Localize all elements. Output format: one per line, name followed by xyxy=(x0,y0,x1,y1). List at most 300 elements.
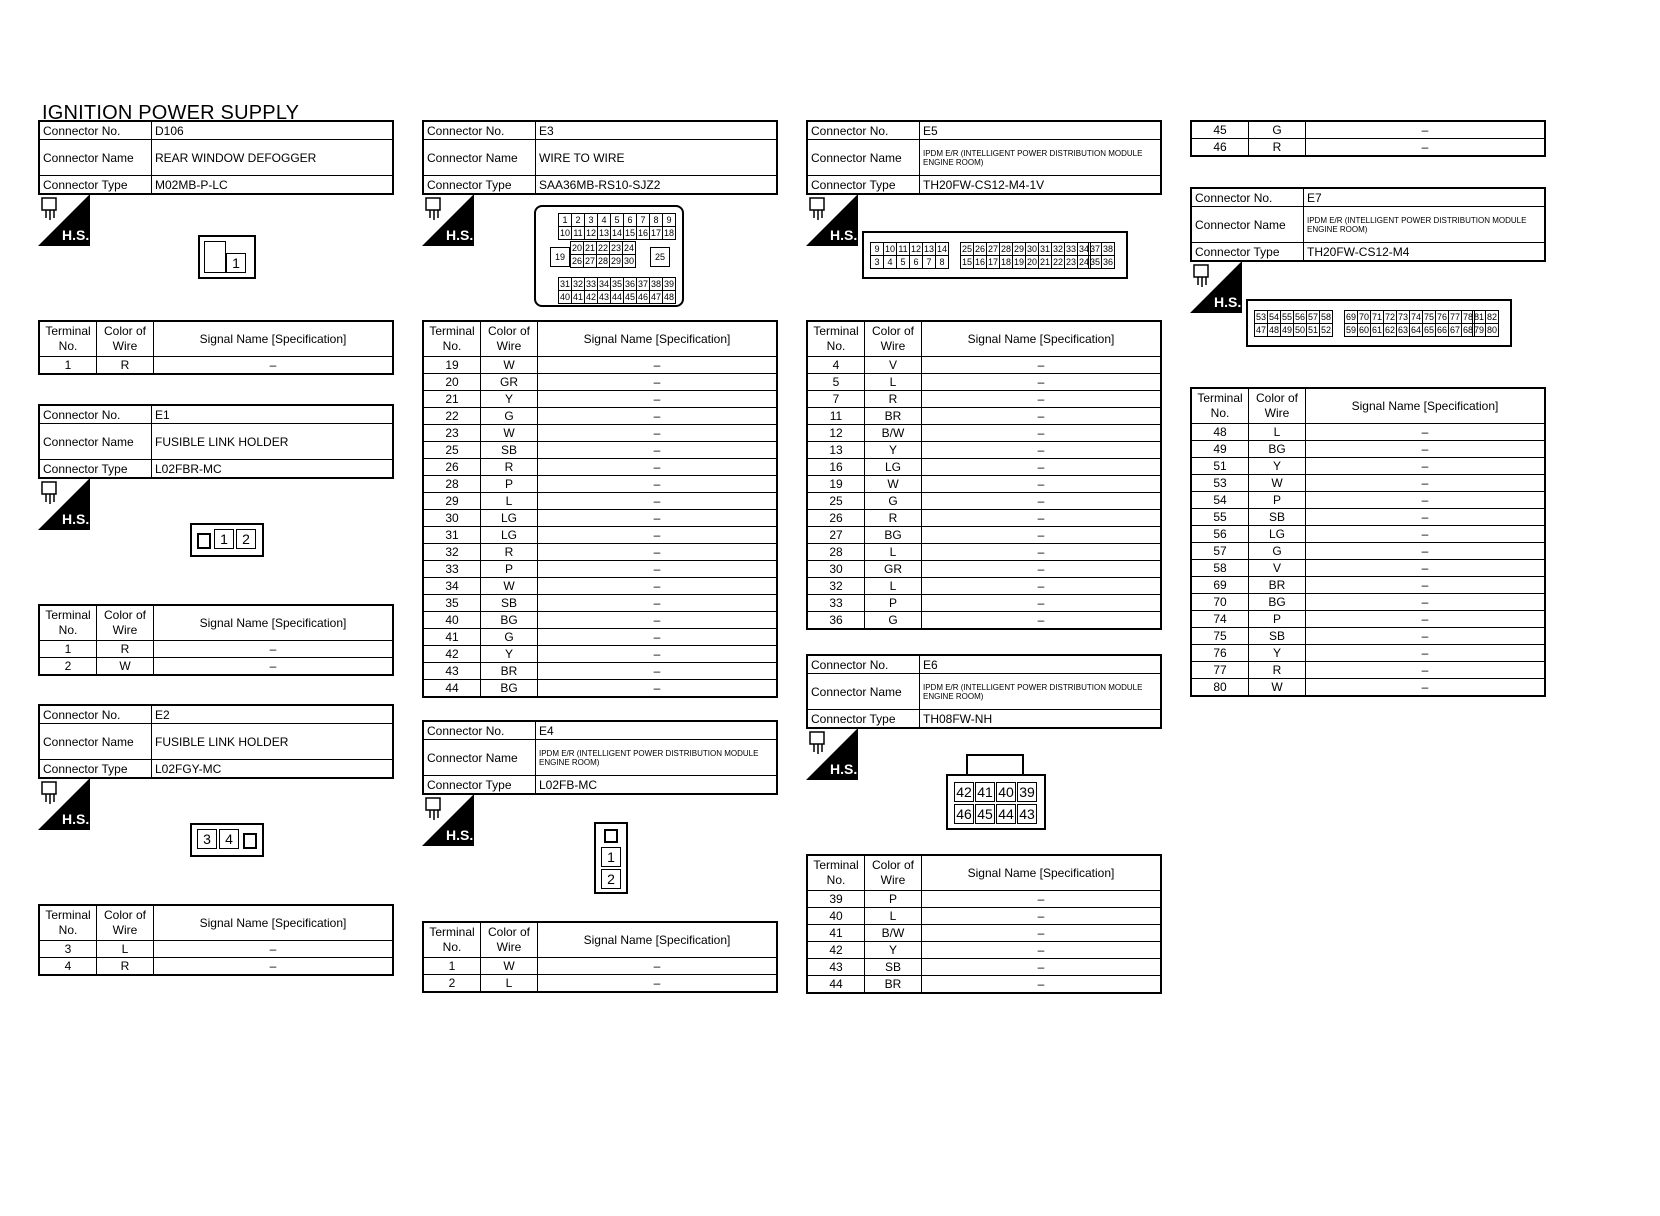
face-pin: 82 xyxy=(1486,311,1497,322)
terminal-no-cell: 40 xyxy=(423,612,481,629)
wire-color-cell: SB xyxy=(1249,628,1306,645)
wire-color-cell: P xyxy=(1249,611,1306,628)
face-pin: 39 xyxy=(1017,782,1037,802)
pin-row xyxy=(423,357,777,374)
pin-rows xyxy=(39,941,393,976)
pin-row xyxy=(1191,560,1545,577)
signal-name-cell: – xyxy=(1306,577,1546,594)
wire-color-cell: L xyxy=(865,374,922,391)
terminal-no-cell: 12 xyxy=(807,425,865,442)
face-pin: 68 xyxy=(1462,324,1473,335)
pin-row xyxy=(807,976,1161,994)
signal-name-cell: – xyxy=(1306,492,1546,509)
terminal-no-cell: 28 xyxy=(423,476,481,493)
face-pin: 22 xyxy=(597,242,608,253)
terminal-no-cell: 35 xyxy=(423,595,481,612)
terminal-no-cell: 16 xyxy=(807,459,865,476)
pin-row xyxy=(39,357,393,375)
pin-table-e6-continued xyxy=(1190,120,1546,157)
signal-header: Signal Name [Specification] xyxy=(154,605,394,641)
connector-type-label: Connector Type xyxy=(39,460,152,479)
terminal-no-header: Terminal No. xyxy=(807,855,865,891)
pin-row xyxy=(423,544,777,561)
pin-row xyxy=(423,612,777,629)
terminal-no-cell: 54 xyxy=(1191,492,1249,509)
face-pin: 19 xyxy=(1013,256,1024,267)
signal-name-cell: – xyxy=(538,561,778,578)
face-pin: 19 xyxy=(550,247,570,267)
wire-color-cell: SB xyxy=(481,442,538,459)
pin-row xyxy=(423,958,777,975)
face-pin: 53 xyxy=(1255,311,1266,322)
face-grid xyxy=(570,241,636,268)
connector-type-value: L02FB-MC xyxy=(536,776,778,795)
connector-header-e4 xyxy=(422,720,778,795)
face-pin: 36 xyxy=(624,278,635,289)
terminal-no-cell: 30 xyxy=(807,561,865,578)
connector-type-label: Connector Type xyxy=(39,760,152,779)
connector-type-value: SAA36MB-RS10-SJZ2 xyxy=(536,176,778,195)
terminal-no-cell: 29 xyxy=(423,493,481,510)
pin-row xyxy=(1191,679,1545,697)
terminal-no-cell: 49 xyxy=(1191,441,1249,458)
wire-color-cell: W xyxy=(481,425,538,442)
face-pin: 9 xyxy=(663,214,676,227)
terminal-no-cell: 2 xyxy=(39,658,97,676)
face-grid xyxy=(1472,310,1499,337)
connector-no-value: E6 xyxy=(920,655,1162,674)
signal-name-cell: – xyxy=(538,374,778,391)
terminal-no-cell: 41 xyxy=(423,629,481,646)
wire-color-cell: BR xyxy=(1249,577,1306,594)
pin-row xyxy=(807,595,1161,612)
face-pin: 52 xyxy=(1320,324,1331,335)
signal-header: Signal Name [Specification] xyxy=(922,855,1162,891)
wire-color-cell: BG xyxy=(1249,441,1306,458)
wire-color-cell: V xyxy=(865,357,922,374)
signal-name-cell: – xyxy=(922,425,1162,442)
signal-name-cell: – xyxy=(922,942,1162,959)
connector-type-value: TH20FW-CS12-M4-1V xyxy=(920,176,1162,195)
terminal-no-cell: 28 xyxy=(807,544,865,561)
connector-no-label: Connector No. xyxy=(39,705,152,724)
face-pin: 30 xyxy=(1026,243,1037,254)
terminal-no-header: Terminal No. xyxy=(1191,388,1249,424)
connector-type-value: M02MB-P-LC xyxy=(152,176,394,195)
signal-name-cell: – xyxy=(538,578,778,595)
connector-no-label: Connector No. xyxy=(807,121,920,140)
wire-color-cell: SB xyxy=(865,959,922,976)
terminal-no-cell: 4 xyxy=(807,357,865,374)
wire-color-cell: LG xyxy=(1249,526,1306,543)
terminal-no-cell: 1 xyxy=(39,357,97,375)
connector-name-value: IPDM E/R (INTELLIGENT POWER DISTRIBUTION MODULE ENGINE ROOM) xyxy=(536,740,778,776)
terminal-no-cell: 21 xyxy=(423,391,481,408)
signal-name-cell: – xyxy=(154,958,394,976)
terminal-no-cell: 80 xyxy=(1191,679,1249,697)
wire-color-cell: L xyxy=(481,493,538,510)
wire-color-cell: R xyxy=(97,641,154,658)
terminal-no-cell: 3 xyxy=(39,941,97,958)
face-pin: 37 xyxy=(1089,243,1100,254)
face-pin: 6 xyxy=(910,256,923,269)
wire-color-cell: Y xyxy=(1249,645,1306,662)
connector-no-value: E3 xyxy=(536,121,778,140)
wire-color-cell: R xyxy=(481,459,538,476)
face-pin: 18 xyxy=(663,227,674,238)
connector-no-label: Connector No. xyxy=(39,405,152,424)
signal-name-cell: – xyxy=(1306,679,1546,697)
face-pin: 59 xyxy=(1345,324,1356,335)
terminal-no-cell: 7 xyxy=(807,391,865,408)
pin-row xyxy=(807,476,1161,493)
face-pin: 3 xyxy=(871,256,884,269)
pin-row xyxy=(423,646,777,663)
face-pin: 72 xyxy=(1384,311,1395,322)
signal-name-cell: – xyxy=(922,925,1162,942)
terminal-no-cell: 70 xyxy=(1191,594,1249,611)
terminal-no-cell: 27 xyxy=(807,527,865,544)
hs-icon xyxy=(422,194,474,246)
face-pin: 29 xyxy=(610,255,621,266)
pin-row xyxy=(807,527,1161,544)
terminal-no-cell: 43 xyxy=(807,959,865,976)
wire-color-cell: L xyxy=(1249,424,1306,441)
face-grid xyxy=(1254,310,1333,337)
terminal-no-cell: 69 xyxy=(1191,577,1249,594)
connector-name-value: WIRE TO WIRE xyxy=(536,140,778,176)
pin-table-e7 xyxy=(1190,387,1546,697)
connector-type-label: Connector Type xyxy=(807,176,920,195)
terminal-no-cell: 42 xyxy=(423,646,481,663)
face-pin: 48 xyxy=(663,291,674,302)
face-pin: 21 xyxy=(584,242,595,253)
face-pin: 47 xyxy=(1255,324,1266,335)
face-pin: 43 xyxy=(1017,804,1037,824)
connector-name-value: IPDM E/R (INTELLIGENT POWER DISTRIBUTION MODULE ENGINE ROOM) xyxy=(920,140,1162,176)
signal-name-cell: – xyxy=(922,357,1162,374)
face-pin: 50 xyxy=(1294,324,1305,335)
face-pin: 24 xyxy=(623,242,634,253)
wire-color-cell: L xyxy=(481,975,538,993)
pin-rows xyxy=(1191,121,1545,156)
signal-name-cell: – xyxy=(538,442,778,459)
wire-color-cell: R xyxy=(1249,139,1306,157)
wire-color-cell: BG xyxy=(481,680,538,698)
connector-type-label: Connector Type xyxy=(1191,243,1304,262)
pin-row xyxy=(807,891,1161,908)
pin-row xyxy=(1191,543,1545,560)
pin-row xyxy=(423,442,777,459)
face-pin: 64 xyxy=(1410,324,1421,335)
face-pin: 55 xyxy=(1281,311,1292,322)
hs-label: H.S. xyxy=(830,227,858,243)
pin-row xyxy=(1191,628,1545,645)
color-header: Color of Wire xyxy=(97,905,154,941)
signal-name-cell: – xyxy=(1306,611,1546,628)
signal-name-cell: – xyxy=(538,958,778,975)
hs-icon xyxy=(806,194,858,246)
pin-row xyxy=(423,680,777,698)
connector-name-label: Connector Name xyxy=(1191,207,1304,243)
signal-name-cell: – xyxy=(538,357,778,374)
signal-name-cell: – xyxy=(1306,424,1546,441)
signal-name-cell: – xyxy=(538,975,778,993)
terminal-no-cell: 11 xyxy=(807,408,865,425)
connector-header-e3 xyxy=(422,120,778,195)
connector-name-label: Connector Name xyxy=(39,424,152,460)
signal-name-cell: – xyxy=(922,976,1162,994)
hs-icon xyxy=(806,728,858,780)
pin-row xyxy=(807,561,1161,578)
wire-color-cell: B/W xyxy=(865,425,922,442)
pin-row xyxy=(807,357,1161,374)
face-pin: 81 xyxy=(1473,311,1484,322)
signal-name-cell: – xyxy=(538,629,778,646)
signal-header: Signal Name [Specification] xyxy=(154,905,394,941)
face-pin: 79 xyxy=(1473,324,1484,335)
wire-color-cell: P xyxy=(1249,492,1306,509)
hs-icon xyxy=(422,794,474,846)
pin-row xyxy=(807,374,1161,391)
signal-name-cell: – xyxy=(922,459,1162,476)
page-title: IGNITION POWER SUPPLY xyxy=(42,102,300,124)
connector-no-value: E7 xyxy=(1304,188,1546,207)
pin-row xyxy=(1191,475,1545,492)
wire-color-cell: SB xyxy=(481,595,538,612)
signal-name-cell: – xyxy=(538,680,778,698)
color-header: Color of Wire xyxy=(865,321,922,357)
signal-name-cell: – xyxy=(922,442,1162,459)
terminal-no-header: Terminal No. xyxy=(39,605,97,641)
face-pin: 41 xyxy=(975,782,995,802)
pin-rows xyxy=(39,641,393,676)
signal-name-cell: – xyxy=(1306,560,1546,577)
signal-name-cell: – xyxy=(922,959,1162,976)
face-pin: 78 xyxy=(1462,311,1473,322)
face-pin: 60 xyxy=(1358,324,1369,335)
face-pin: 51 xyxy=(1307,324,1318,335)
face-pin: 67 xyxy=(1449,324,1460,335)
face-pin: 49 xyxy=(1281,324,1292,335)
face-pin: 34 xyxy=(598,278,609,289)
wire-color-cell: G xyxy=(1249,543,1306,560)
pin-table-e1 xyxy=(38,604,394,676)
face-pin: 3 xyxy=(197,829,217,849)
face-pin: 80 xyxy=(1486,324,1497,335)
pin-row xyxy=(423,510,777,527)
face-pin: 46 xyxy=(954,804,974,824)
face-pin: 16 xyxy=(974,256,985,267)
terminal-no-cell: 26 xyxy=(423,459,481,476)
face-pin: 37 xyxy=(637,278,648,289)
face-pin: 8 xyxy=(650,214,663,227)
face-pin: 58 xyxy=(1320,311,1331,322)
face-pin: 63 xyxy=(1397,324,1408,335)
face-pin: 40 xyxy=(996,782,1016,802)
pin-row xyxy=(807,459,1161,476)
pin-row xyxy=(807,908,1161,925)
face-pin: 44 xyxy=(611,291,622,302)
wire-color-cell: G xyxy=(481,629,538,646)
connector-face-e1 xyxy=(190,523,264,557)
wire-color-cell: L xyxy=(865,908,922,925)
signal-name-cell: – xyxy=(922,476,1162,493)
wire-color-cell: B/W xyxy=(865,925,922,942)
terminal-no-cell: 57 xyxy=(1191,543,1249,560)
face-pin: 23 xyxy=(610,242,621,253)
terminal-no-cell: 41 xyxy=(807,925,865,942)
face-grid xyxy=(960,242,1091,269)
pin-row xyxy=(807,493,1161,510)
terminal-no-header: Terminal No. xyxy=(39,905,97,941)
pin-row xyxy=(807,510,1161,527)
signal-name-cell: – xyxy=(922,374,1162,391)
face-pin: 15 xyxy=(961,256,972,267)
wire-color-cell: BG xyxy=(1249,594,1306,611)
signal-name-cell: – xyxy=(922,493,1162,510)
terminal-no-cell: 20 xyxy=(423,374,481,391)
face-grid xyxy=(558,213,676,240)
signal-name-cell: – xyxy=(538,476,778,493)
pin-row xyxy=(1191,577,1545,594)
face-pin: 10 xyxy=(559,227,570,238)
face-pin: 25 xyxy=(650,247,670,267)
wire-color-cell: W xyxy=(1249,679,1306,697)
signal-name-cell: – xyxy=(1306,139,1546,157)
pin-rows xyxy=(1191,424,1545,697)
signal-name-cell: – xyxy=(538,391,778,408)
face-pin: 2 xyxy=(572,214,585,227)
terminal-no-cell: 1 xyxy=(423,958,481,975)
face-pin: 7 xyxy=(637,214,650,227)
hs-label: H.S. xyxy=(62,227,90,243)
pin-rows xyxy=(423,357,777,698)
face-pin: 30 xyxy=(623,255,634,266)
terminal-no-cell: 55 xyxy=(1191,509,1249,526)
connector-type-value: TH20FW-CS12-M4 xyxy=(1304,243,1546,262)
wire-color-cell: R xyxy=(865,391,922,408)
terminal-no-cell: 45 xyxy=(1191,121,1249,139)
connector-name-label: Connector Name xyxy=(807,140,920,176)
signal-name-cell: – xyxy=(1306,121,1546,139)
signal-header: Signal Name [Specification] xyxy=(922,321,1162,357)
wire-color-cell: W xyxy=(1249,475,1306,492)
signal-name-cell: – xyxy=(922,510,1162,527)
wire-color-cell: Y xyxy=(1249,458,1306,475)
connector-name-label: Connector Name xyxy=(39,724,152,760)
connector-name-label: Connector Name xyxy=(423,140,536,176)
signal-name-cell: – xyxy=(1306,509,1546,526)
signal-name-cell: – xyxy=(538,544,778,561)
face-pin: 2 xyxy=(236,529,256,549)
face-pin: 1 xyxy=(214,529,234,549)
terminal-no-cell: 39 xyxy=(807,891,865,908)
signal-name-cell: – xyxy=(1306,458,1546,475)
wire-color-cell: R xyxy=(481,544,538,561)
face-pin: 33 xyxy=(1065,243,1076,254)
face-pin: 38 xyxy=(1102,243,1113,254)
face-pin: 4 xyxy=(219,829,239,849)
connector-type-value: TH08FW-NH xyxy=(920,710,1162,729)
face-grid xyxy=(1344,310,1475,337)
wire-color-cell: BG xyxy=(865,527,922,544)
terminal-no-cell: 51 xyxy=(1191,458,1249,475)
face-pin: 23 xyxy=(1065,256,1076,267)
face-pin: 65 xyxy=(1423,324,1434,335)
pin-row xyxy=(807,942,1161,959)
signal-name-cell: – xyxy=(538,646,778,663)
signal-name-cell: – xyxy=(538,510,778,527)
face-pin: 38 xyxy=(650,278,661,289)
connector-name-value: IPDM E/R (INTELLIGENT POWER DISTRIBUTION MODULE ENGINE ROOM) xyxy=(920,674,1162,710)
face-pin: 20 xyxy=(1026,256,1037,267)
signal-name-cell: – xyxy=(154,658,394,676)
face-pin: 12 xyxy=(910,243,921,254)
terminal-no-cell: 5 xyxy=(807,374,865,391)
pin-row xyxy=(1191,611,1545,628)
connector-name-value: IPDM E/R (INTELLIGENT POWER DISTRIBUTION MODULE ENGINE ROOM) xyxy=(1304,207,1546,243)
face-pin: 46 xyxy=(637,291,648,302)
terminal-no-cell: 56 xyxy=(1191,526,1249,543)
connector-type-label: Connector Type xyxy=(423,776,536,795)
connector-header-e1 xyxy=(38,404,394,479)
signal-name-cell: – xyxy=(922,561,1162,578)
pin-row xyxy=(1191,441,1545,458)
pin-row xyxy=(423,527,777,544)
face-pin: 14 xyxy=(611,227,622,238)
face-pin: 22 xyxy=(1052,256,1063,267)
wire-color-cell: L xyxy=(865,578,922,595)
face-grid xyxy=(1088,242,1115,269)
wire-color-cell: P xyxy=(481,561,538,578)
face-pin: 7 xyxy=(923,256,936,269)
face-pin: 41 xyxy=(572,291,583,302)
terminal-no-cell: 30 xyxy=(423,510,481,527)
face-pin: 35 xyxy=(611,278,622,289)
wire-color-cell: W xyxy=(481,357,538,374)
pin-rows xyxy=(423,958,777,993)
connector-type-value: L02FGY-MC xyxy=(152,760,394,779)
terminal-no-cell: 53 xyxy=(1191,475,1249,492)
signal-header: Signal Name [Specification] xyxy=(1306,388,1546,424)
face-pin: 43 xyxy=(598,291,609,302)
hs-icon xyxy=(38,478,90,530)
face-pin: 32 xyxy=(572,278,583,289)
face-pin: 17 xyxy=(987,256,998,267)
pin-table-e6 xyxy=(806,854,1162,994)
face-pin: 47 xyxy=(650,291,661,302)
face-pin: 44 xyxy=(996,804,1016,824)
signal-header: Signal Name [Specification] xyxy=(538,321,778,357)
face-pin: 26 xyxy=(571,255,582,266)
signal-name-cell: – xyxy=(1306,441,1546,458)
terminal-no-cell: 44 xyxy=(423,680,481,698)
pin-row xyxy=(1191,509,1545,526)
connector-no-value: E2 xyxy=(152,705,394,724)
face-pin: 62 xyxy=(1384,324,1395,335)
face-pin: 28 xyxy=(1000,243,1011,254)
pin-row xyxy=(39,641,393,658)
signal-name-cell: – xyxy=(922,391,1162,408)
hs-icon xyxy=(38,194,90,246)
face-grid xyxy=(870,242,949,269)
terminal-no-cell: 76 xyxy=(1191,645,1249,662)
hs-label: H.S. xyxy=(446,227,474,243)
face-pin: 14 xyxy=(936,243,947,254)
face-pin: 48 xyxy=(1268,324,1279,335)
wire-color-cell: P xyxy=(865,595,922,612)
